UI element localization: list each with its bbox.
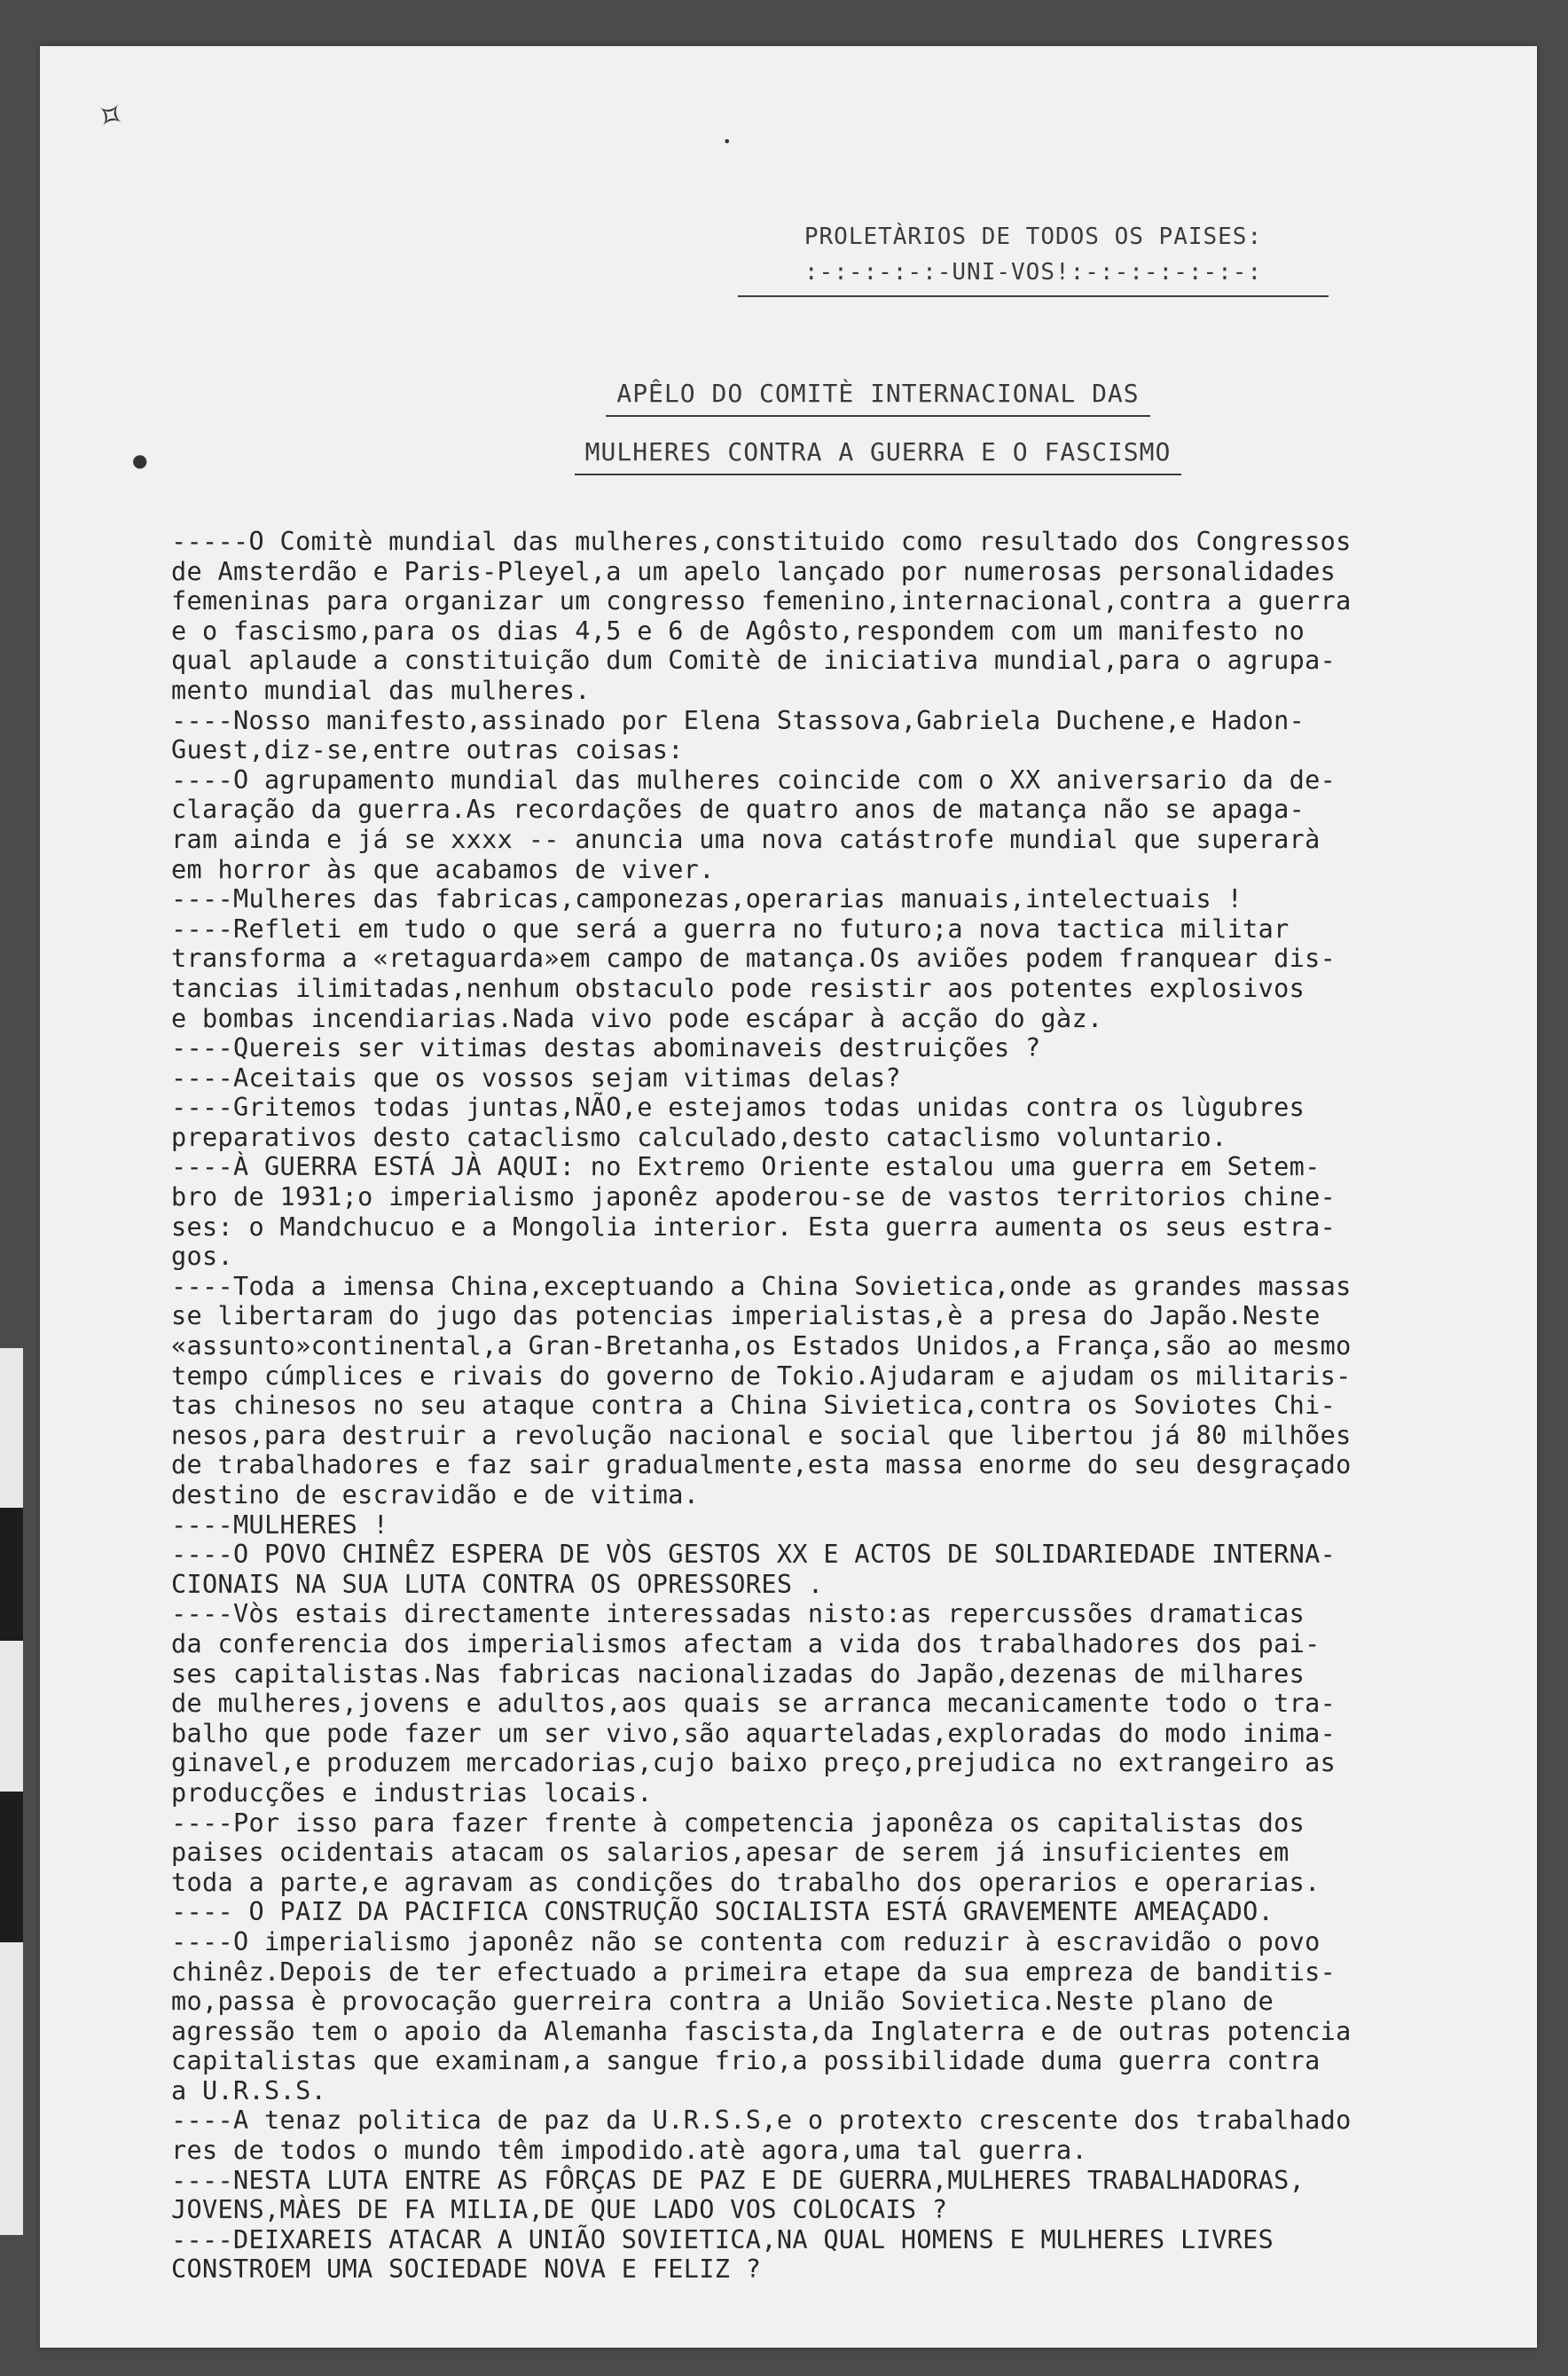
header-slogan-line-1: PROLETÀRIOS DE TODOS OS PAISES: — [804, 223, 1263, 250]
document-title — [514, 376, 1242, 493]
body-line: ---- O PAIZ DA PACIFICA CONSTRUÇÃO SOCIALISTA ESTÁ GRAVEMENTE AMEAÇADO. — [171, 1897, 1274, 1927]
body-line: agressão tem o apoio da Alemanha fascista,da Inglaterra e de outras potencia — [171, 2016, 1352, 2046]
document-title-line-1: APÊLO DO COMITÈ INTERNACIONAL DAS — [606, 376, 1149, 417]
typewritten-document-page — [40, 46, 1537, 2348]
body-line: producções e industrias locais. — [171, 1777, 653, 1807]
body-line: gos. — [171, 1242, 234, 1272]
body-line: -----O Comitè mundial das mulheres,constituido como resultado dos Congressos — [171, 527, 1352, 556]
document-body — [171, 527, 1568, 2285]
body-line: mento mundial das mulheres. — [171, 675, 591, 705]
body-line: da conferencia dos imperialismos afectam a vida dos trabalhadores dos pai- — [171, 1628, 1321, 1658]
body-line: de Amsterdão e Paris-Pleyel,a um apelo lançado por numerosas personalidades — [171, 556, 1337, 586]
body-line: ----O POVO CHINÊZ ESPERA DE VÒS GESTOS XX E ACTOS DE SOLIDARIEDADE INTERNA- — [171, 1540, 1337, 1570]
body-line: femeninas para organizar um congresso femenino,internacional,contra a guerra — [171, 586, 1352, 616]
ink-dot: ● — [132, 450, 148, 471]
body-line: ginavel,e produzem mercadorias,cujo baixo preço,prejudica no extrangeiro as — [171, 1748, 1337, 1778]
body-line: em horror às que acabamos de viver. — [171, 854, 715, 884]
body-line: bro de 1931;o imperialismo japonêz apoderou-se de vastos territorios chine- — [171, 1182, 1337, 1212]
body-line: balho que pode fazer um ser vivo,são aquarteladas,exploradas do modo inima- — [171, 1718, 1337, 1748]
body-line: ----NESTA LUTA ENTRE AS FÔRÇAS DE PAZ E DE GUERRA,MULHERES TRABALHADORAS, — [171, 2165, 1305, 2195]
body-line: claração da guerra.As recordações de quatro anos de matança não se apaga- — [171, 795, 1305, 825]
body-line: e o fascismo,para os dias 4,5 e 6 de Agôsto,respondem com um manifesto no — [171, 616, 1305, 646]
header-underline — [738, 295, 1329, 297]
body-line: destino de escravidão e de vitima. — [171, 1480, 700, 1510]
body-line: paises ocidentais atacam os salarios,apesar de serem já insuficientes em — [171, 1838, 1290, 1868]
body-line: ----O imperialismo japonêz não se contenta com reduzir à escravidão o povo — [171, 1926, 1321, 1956]
body-line: capitalistas que examinam,a sangue frio,a possibilidade duma guerra contra — [171, 2046, 1321, 2076]
body-line: tas chinesos no seu ataque contra a China Sivietica,contra os Soviotes Chi- — [171, 1391, 1337, 1421]
body-line: ----Mulheres das fabricas,camponezas,operarias manuais,intelectuais ! — [171, 884, 1243, 914]
body-line: «assunto»continental,a Gran-Bretanha,os Estados Unidos,a França,são ao mesmo — [171, 1331, 1352, 1361]
body-line: ----À GUERRA ESTÁ JÀ AQUI: no Extremo Oriente estalou uma guerra em Setem- — [171, 1152, 1321, 1182]
body-line: Guest,diz-se,entre outras coisas: — [171, 735, 684, 765]
body-line: ----Nosso manifesto,assinado por Elena Stassova,Gabriela Duchene,e Hadon- — [171, 705, 1305, 735]
body-line: toda a parte,e agravam as condições do trabalho dos operarios e operarias. — [171, 1867, 1321, 1897]
header-slogan-line-2: :-:-:-:-:-UNI-VOS!:-:-:-:-:-:-: — [804, 259, 1263, 286]
body-line: ----Aceitais que os vossos sejam vitimas delas? — [171, 1063, 901, 1093]
body-line: ----Toda a imensa China,exceptuando a China Sovietica,onde as grandes massas — [171, 1271, 1352, 1301]
body-line: ----Por isso para fazer frente à competencia japonêza os capitalistas dos — [171, 1807, 1305, 1838]
body-line: ----Gritemos todas juntas,NÃO,e estejamos todas unidas contra os lùgubres — [171, 1093, 1305, 1123]
body-line: ----DEIXAREIS ATACAR A UNIÃO SOVIETICA,NA QUAL HOMENS E MULHERES LIVRES — [171, 2224, 1274, 2254]
body-line: ses capitalistas.Nas fabricas nacionalizadas do Japão,dezenas de milhares — [171, 1658, 1305, 1689]
body-line: nesos,para destruir a revolução nacional e social que libertou já 80 milhões — [171, 1420, 1352, 1450]
body-line: res de todos o mundo têm impodido.atè agora,uma tal guerra. — [171, 2136, 1087, 2166]
ink-mark: ✧ — [85, 90, 134, 142]
body-line: qual aplaude a constituição dum Comitè de iniciativa mundial,para o agrupa- — [171, 646, 1337, 676]
body-line: chinêz.Depois de ter efectuado a primeira etape da sua empreza de banditis- — [171, 1956, 1337, 1987]
measurement-scale-strip — [0, 1348, 23, 2235]
body-line: preparativos desto cataclismo calculado,desto cataclismo voluntario. — [171, 1122, 1227, 1152]
body-line: ram ainda e já se xxxx -- anuncia uma nova catástrofe mundial que superarà — [171, 824, 1321, 854]
body-line: e bombas incendiarias.Nada vivo pode escápar à acção do gàz. — [171, 1003, 1103, 1033]
body-line: ----Vòs estais directamente interessadas nisto:as repercussões dramaticas — [171, 1599, 1305, 1629]
body-line: ----Quereis ser vitimas destas abominaveis destruições ? — [171, 1033, 1041, 1063]
body-line: CONSTROEM UMA SOCIEDADE NOVA E FELIZ ? — [171, 2254, 762, 2285]
document-title-line-2: MULHERES CONTRA A GUERRA E O FASCISMO — [575, 435, 1182, 475]
body-line: ----A tenaz politica de paz da U.R.S.S,e o protexto crescente dos trabalhado — [171, 2105, 1352, 2136]
body-line: CIONAIS NA SUA LUTA CONTRA OS OPRESSORES . — [171, 1569, 824, 1599]
body-line: ----Refleti em tudo o que será a guerra no futuro;a nova tactica militar — [171, 914, 1290, 944]
header-slogan — [732, 219, 1335, 297]
body-line: tempo cúmplices e rivais do governo de Tokio.Ajudaram e ajudam os militaris- — [171, 1361, 1352, 1391]
body-line: tancias ilimitadas,nenhum obstaculo pode resistir aos potentes explosivos — [171, 973, 1305, 1003]
scale-segment — [0, 1792, 23, 1942]
body-line: de trabalhadores e faz sair gradualmente,esta massa enorme do seu desgraçado — [171, 1450, 1352, 1480]
scale-segment — [0, 1508, 23, 1641]
body-line: ses: o Mandchucuo e a Mongolia interior. Esta guerra aumenta os seus estra- — [171, 1212, 1337, 1242]
body-line: ----O agrupamento mundial das mulheres coincide com o XX aniversario da de- — [171, 765, 1337, 795]
body-line: transforma a «retaguarda»em campo de matança.Os aviões podem franquear dis- — [171, 944, 1337, 974]
body-line: JOVENS,MÀES DE FA MILIA,DE QUE LADO VOS COLOCAIS ? — [171, 2195, 948, 2225]
ink-dot: • — [723, 133, 732, 150]
body-line: de mulheres,jovens e adultos,aos quais se arranca mecanicamente todo o tra- — [171, 1689, 1337, 1719]
body-line: mo,passa è provocação guerreira contra a União Sovietica.Neste plano de — [171, 1987, 1274, 2017]
body-line: a U.R.S.S. — [171, 2075, 327, 2105]
body-line: se libertaram do jugo das potencias imperialistas,è a presa do Japão.Neste — [171, 1301, 1321, 1331]
body-line: ----MULHERES ! — [171, 1510, 389, 1540]
